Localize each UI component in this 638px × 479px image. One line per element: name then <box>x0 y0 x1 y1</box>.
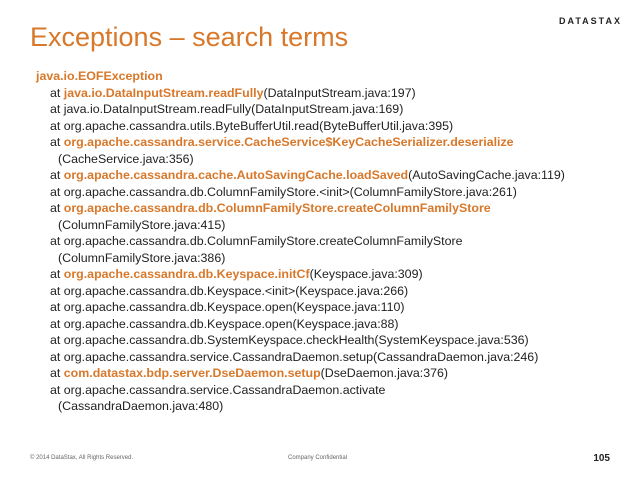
stack-line <box>36 217 630 234</box>
trace-text: at <box>50 201 64 215</box>
stack-line <box>36 167 630 184</box>
stack-line <box>36 134 630 151</box>
stack-line <box>36 332 630 349</box>
trace-text: (DseDaemon.java:376) <box>320 366 449 380</box>
trace-text: at org.apache.cassandra.db.Keyspace.open(Keyspace.java:88) <box>50 316 399 331</box>
trace-text: at org.apache.cassandra.db.Keyspace.open(Keyspace.java:110) <box>50 300 405 314</box>
search-term: com.datastax.bdp.server.DseDaemon.setup <box>63 366 321 380</box>
page-number: 105 <box>593 453 610 464</box>
logo-text: DATASTAX <box>559 16 622 26</box>
trace-text: (DataInputStream.java:197) <box>263 85 416 100</box>
trace-text: (Keyspace.java:309) <box>309 267 423 281</box>
search-term: java.io.DataInputStream.readFully <box>63 85 264 100</box>
trace-text: (ColumnFamilyStore.java:415) <box>58 217 226 232</box>
trace-text: at <box>50 85 64 100</box>
trace-text: at java.io.DataInputStream.readFully(DataInputStream.java:169) <box>50 102 404 116</box>
stack-line <box>36 349 630 366</box>
search-term: java.io.EOFException <box>36 69 163 83</box>
stack-line <box>36 151 630 168</box>
stack-line <box>36 85 630 102</box>
trace-text: at org.apache.cassandra.db.ColumnFamilyStore.<init>(ColumnFamilyStore.java:261) <box>50 184 517 199</box>
stack-line <box>36 283 630 300</box>
datastax-logo <box>559 16 622 26</box>
stack-trace <box>36 68 630 415</box>
search-term: org.apache.cassandra.db.ColumnFamilyStore.createColumnFamilyStore <box>63 201 491 215</box>
stack-line <box>36 184 630 201</box>
trace-text: at org.apache.cassandra.db.ColumnFamilyStore.createColumnFamilyStore <box>50 234 463 248</box>
trace-text: (CacheService.java:356) <box>58 151 194 166</box>
stack-line <box>36 101 630 118</box>
stack-line <box>36 118 630 135</box>
trace-text: at org.apache.cassandra.utils.ByteBufferUtil.read(ByteBufferUtil.java:395) <box>50 118 454 133</box>
trace-text: (AutoSavingCache.java:119) <box>408 168 565 182</box>
stack-line <box>36 316 630 333</box>
trace-text: at org.apache.cassandra.db.SystemKeyspace.checkHealth(SystemKeyspace.java:536) <box>50 333 529 347</box>
stack-line <box>36 365 630 382</box>
stack-line <box>36 299 630 316</box>
trace-text: at org.apache.cassandra.service.CassandraDaemon.setup(CassandraDaemon.java:246) <box>50 349 539 364</box>
stack-line <box>36 382 630 399</box>
stack-line <box>36 233 630 250</box>
stack-line <box>36 68 630 85</box>
footer-confidential: Company Confidential <box>288 455 348 461</box>
stack-line <box>36 398 630 415</box>
search-term: org.apache.cassandra.cache.AutoSavingCache.loadSaved <box>63 168 409 182</box>
trace-text: at org.apache.cassandra.service.CassandraDaemon.activate <box>50 382 386 397</box>
footer-copyright: © 2014 DataStax, All Rights Reserved. <box>30 455 134 461</box>
trace-text: at org.apache.cassandra.db.Keyspace.<init>(Keyspace.java:266) <box>50 283 409 298</box>
stack-line <box>36 200 630 217</box>
trace-text: at <box>50 267 64 281</box>
stack-line <box>36 266 630 283</box>
search-term: org.apache.cassandra.service.CacheService$KeyCacheSerializer.deserialize <box>63 135 514 149</box>
stack-line <box>36 250 630 267</box>
slide-title: Exceptions – search terms <box>30 22 349 52</box>
search-term: org.apache.cassandra.db.Keyspace.initCf <box>63 267 310 281</box>
trace-text: at <box>50 366 64 380</box>
trace-text: at <box>50 168 64 182</box>
trace-text: at <box>50 135 64 149</box>
trace-text: (ColumnFamilyStore.java:386) <box>58 250 226 265</box>
trace-text: (CassandraDaemon.java:480) <box>58 399 224 413</box>
